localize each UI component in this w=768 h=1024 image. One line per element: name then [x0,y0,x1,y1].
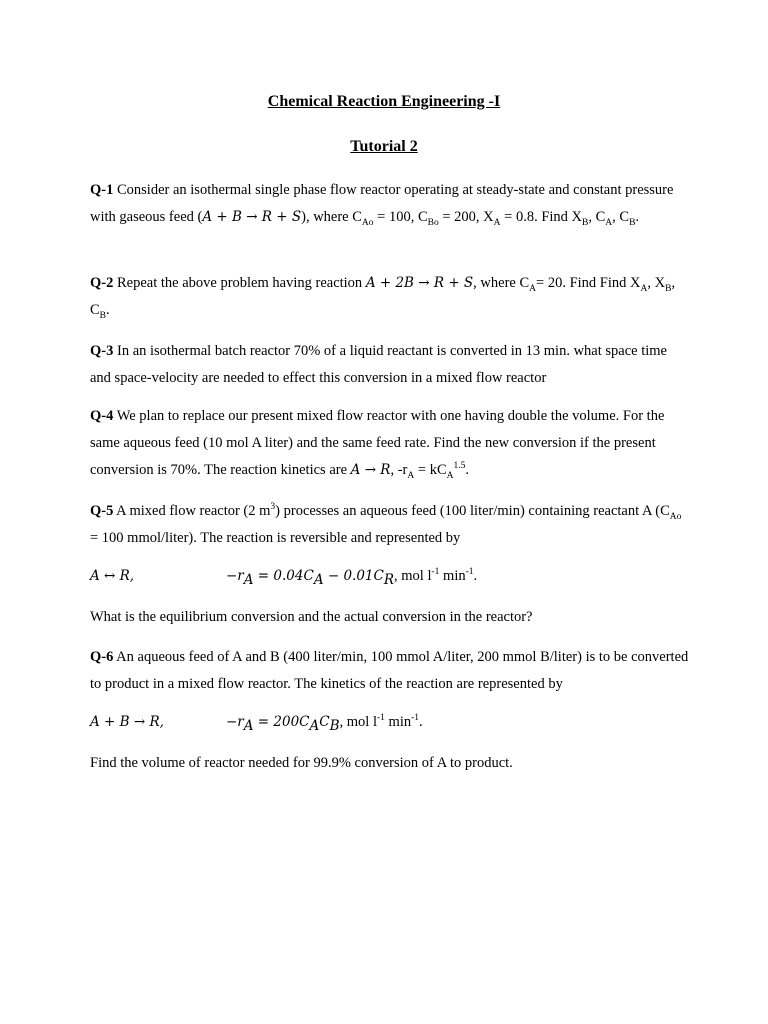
superscript: -1 [377,713,385,724]
question-3-text: In an isothermal batch reactor 70% of a liquid reactant is converted in 13 min. what space time and space-velocity are needed to effect this conversion in a mixed flow reactor [90,343,667,386]
question-4 [90,403,690,484]
subscript: Ao [361,217,374,228]
subscript: A [313,571,324,588]
question-2-text: Repeat the above problem having reaction [113,275,366,291]
rate-units: min [384,714,412,730]
subscript: B [329,717,340,734]
question-5-label: Q-5 [90,503,114,519]
question-5-rate-expression [226,567,478,588]
subscript: A [309,717,320,734]
question-3-label: Q-3 [90,343,114,359]
question-1 [90,177,690,231]
rate-term: C [319,714,330,730]
question-2-text: = 20. Find Find X [536,275,641,291]
document-title: Chemical Reaction Engineering -I [267,93,501,110]
superscript: 3 [270,502,276,513]
subscript: A [493,217,501,228]
rate-units: min [439,568,466,584]
question-4-text: . [465,462,469,478]
superscript: -1 [411,713,420,724]
question-6-followup: Find the volume of reactor needed for 99.9% conversion of A to product. [90,755,513,771]
question-1-text: . [635,209,640,225]
question-4-text: , -r [390,462,408,478]
question-6-rate-expression [226,713,423,734]
subscript: A [640,283,648,294]
question-1-text: , C [588,209,606,225]
question-4-text: = kC [414,462,447,478]
question-4-text: We plan to replace our present mixed flow reactor with one having double the volume. For the same aqueous feed (10 mol A liter) and the same feed rate. Find the new conversion if the present conversion is 70%. The reaction kinetics are [90,408,665,478]
question-5-followup: What is the equilibrium conversion and the actual conversion in the reactor? [90,609,533,625]
rate-symbol: −r [226,714,244,730]
question-2-text: , where C [473,275,530,291]
subscript: A [605,217,613,228]
subscript: A [529,283,537,294]
subscript: A [243,571,254,588]
subscript: R [383,571,395,588]
subscript: A [407,470,415,481]
subscript: B [629,217,636,228]
subscript: B [665,283,672,294]
superscript: -1 [431,567,440,578]
question-2 [90,270,690,324]
subscript: A [243,717,254,734]
question-4-label: Q-4 [90,408,114,424]
superscript: -1 [465,567,474,578]
rate-symbol: −r [226,568,244,584]
question-1-reaction: A + B → R + S [202,209,302,225]
question-2-text: . [106,302,110,318]
rate-units: . [473,568,478,584]
rate-units: , mol l [394,568,432,584]
question-5 [90,498,690,552]
question-1-label: Q-1 [90,182,114,198]
subscript: A [446,470,454,481]
rate-units: , mol l [339,714,377,730]
question-4-reaction: A → R [350,462,391,478]
question-5-text: = 100 mmol/liter). The reaction is reversible and represented by [90,530,461,546]
subscript: B [582,217,589,228]
question-5-text: A mixed flow reactor (2 m [113,503,271,519]
subscript: B [99,310,107,321]
question-6-equation-lhs: A + B → R, [90,714,164,730]
superscript: 1.5 [453,461,466,472]
document-subtitle: Tutorial 2 [350,138,418,155]
rate-units: . [419,714,423,730]
question-5-equation-lhs: A ↔ R, [90,568,135,584]
subscript: Ao [669,511,682,522]
question-1-text: = 0.8. Find X [500,209,583,225]
rate-term: = 0.04C [253,568,314,584]
question-6 [90,644,690,698]
question-5-text: ) processes an aqueous feed (100 liter/min) containing reactant A (C [275,503,670,519]
rate-term: − 0.01C [323,568,384,584]
question-2-label: Q-2 [90,275,114,291]
rate-term: = 200C [253,714,310,730]
question-2-reaction: A + 2B → R + S [365,275,474,291]
question-2-text: , C [90,275,676,318]
question-1-text: ), where C [301,209,362,225]
question-1-text: , C [612,209,630,225]
question-1-text: = 100, C [373,209,428,225]
subscript: Bo [427,217,439,228]
question-2-text: , X [647,275,666,291]
question-3 [90,338,690,392]
question-1-text: = 200, X [438,209,494,225]
question-1-text: Consider an isothermal single phase flow reactor operating at steady-state and constant pressure with gaseous feed ( [90,182,674,225]
question-6-text: An aqueous feed of A and B (400 liter/min, 100 mmol A/liter, 200 mmol B/liter) is to be converted to product in a mixed flow reactor. The kinetics of the reaction are represented by [90,649,689,692]
question-6-label: Q-6 [90,649,114,665]
